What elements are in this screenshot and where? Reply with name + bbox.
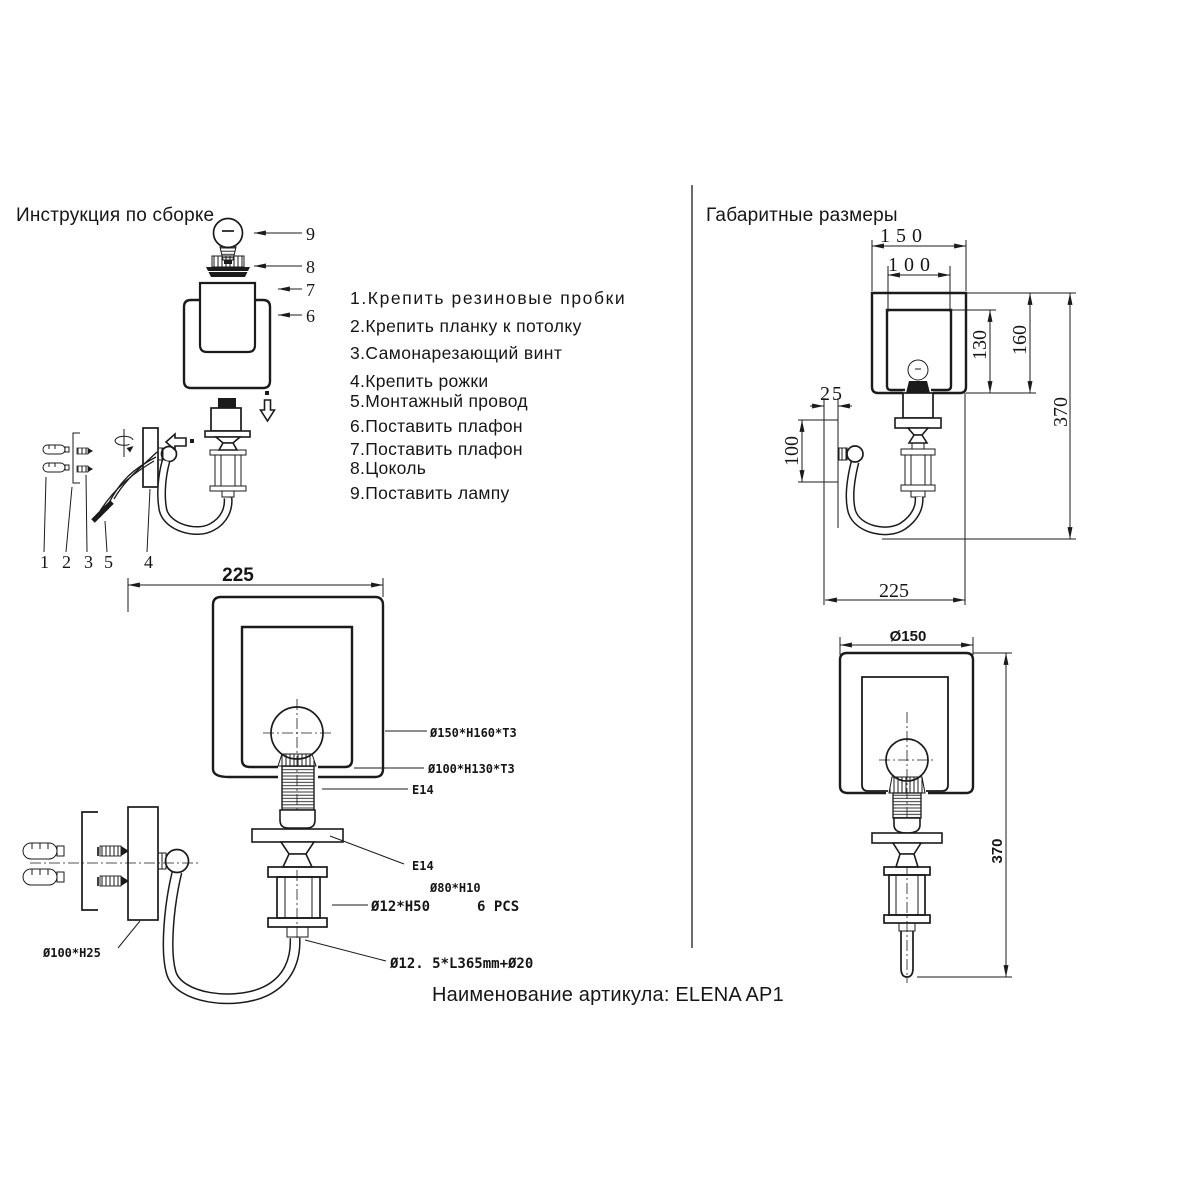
curved-arm [850,462,919,531]
arm-ball [847,446,863,462]
step-1: 1.Крепить резиновые пробки [350,288,627,308]
step-5: 5.Монтажный провод [350,391,528,411]
dim-height-outer: 160 [1009,325,1031,355]
rotate-arrow-icon [115,429,133,457]
socket-thread [282,766,314,810]
step-8: 8.Цоколь [350,458,427,478]
outer-shade [840,653,973,793]
step-4: 4.Крепить рожки [350,371,489,391]
socket-cup [894,818,920,833]
dimensions-title: Габаритные размеры [706,205,898,226]
arrow-down-icon [261,391,275,421]
step-9: 9.Поставить лампу [350,483,510,503]
outer-shade [213,597,383,777]
detail-view [23,565,533,999]
part-number-1: 1 [40,552,49,572]
mounting-bracket [73,433,80,483]
curved-arm [162,461,229,531]
bulb-neck [278,754,316,766]
label-socket-1: E14 [412,783,434,797]
arrow-left-icon [166,434,194,450]
callout-6: 6 [306,306,315,326]
inner-shade [200,283,255,352]
part-number-3: 3 [84,552,93,572]
assembly-steps-list [350,288,680,508]
curved-arm [168,872,295,999]
dim-height: 370 [989,838,1006,864]
dim-diameter: Ø150 [889,628,927,645]
dim-depth: 225 [222,565,254,586]
dim-offset: 25 [820,383,844,405]
wall-anchors [43,445,69,472]
mounting-bracket [82,812,98,910]
callout-8: 8 [306,257,315,277]
socket-base-icon [206,256,250,277]
part-number-5: 5 [104,552,113,572]
bulb [908,360,928,380]
part-number-4: 4 [144,552,153,572]
socket-cup [280,810,315,828]
callout-7: 7 [306,280,315,300]
side-dimension-view [781,225,1076,605]
assembly-diagram [40,219,315,573]
wall-anchors [23,843,64,885]
step-7: 7.Поставить плафон [350,439,523,459]
step-3: 3.Самонарезающий винт [350,343,563,363]
arm-plate [252,829,343,842]
dim-plate-height: 100 [781,436,803,466]
dim-height-inner: 130 [969,330,991,360]
dim-width-outer: 150 [880,225,928,247]
arm-connector [839,448,847,460]
label-arm: Ø12. 5*L365mm+Ø20 [390,956,534,972]
socket [906,381,930,393]
step-6: 6.Поставить плафон [350,416,523,436]
arm-plate [872,833,942,843]
socket-column [205,398,250,497]
dim-width-inner: 100 [888,254,936,276]
label-column: Ø12*H50 [371,899,431,915]
inner-shade [862,677,948,791]
dim-depth: 225 [879,580,909,602]
front-dimension-view [840,628,1012,983]
arm-ball [162,447,177,462]
step-2: 2.Крепить планку к потолку [350,316,582,336]
callout-9: 9 [306,224,315,244]
label-socket-2: E14 [412,859,434,873]
arm-ball [166,850,189,873]
screws [77,448,93,472]
label-wall-plate: Ø100*H25 [43,946,101,960]
label-shade-inner: Ø100*H130*T3 [428,762,515,776]
socket-thread [893,793,921,818]
inner-shade [887,310,951,390]
bulb-neck [889,777,925,793]
label-qty: 6 PCS [477,899,520,915]
assembly-title: Инструкция по сборке [16,205,215,226]
wall-plate [128,807,158,920]
label-shade-outer: Ø150*H160*T3 [430,726,517,740]
part-number-2: 2 [62,552,71,572]
screws [98,846,129,886]
label-ring: Ø80*H10 [430,881,481,895]
article-name: Наименование артикула: ELENA AP1 [432,984,784,1006]
dim-height-total: 370 [1050,397,1072,427]
